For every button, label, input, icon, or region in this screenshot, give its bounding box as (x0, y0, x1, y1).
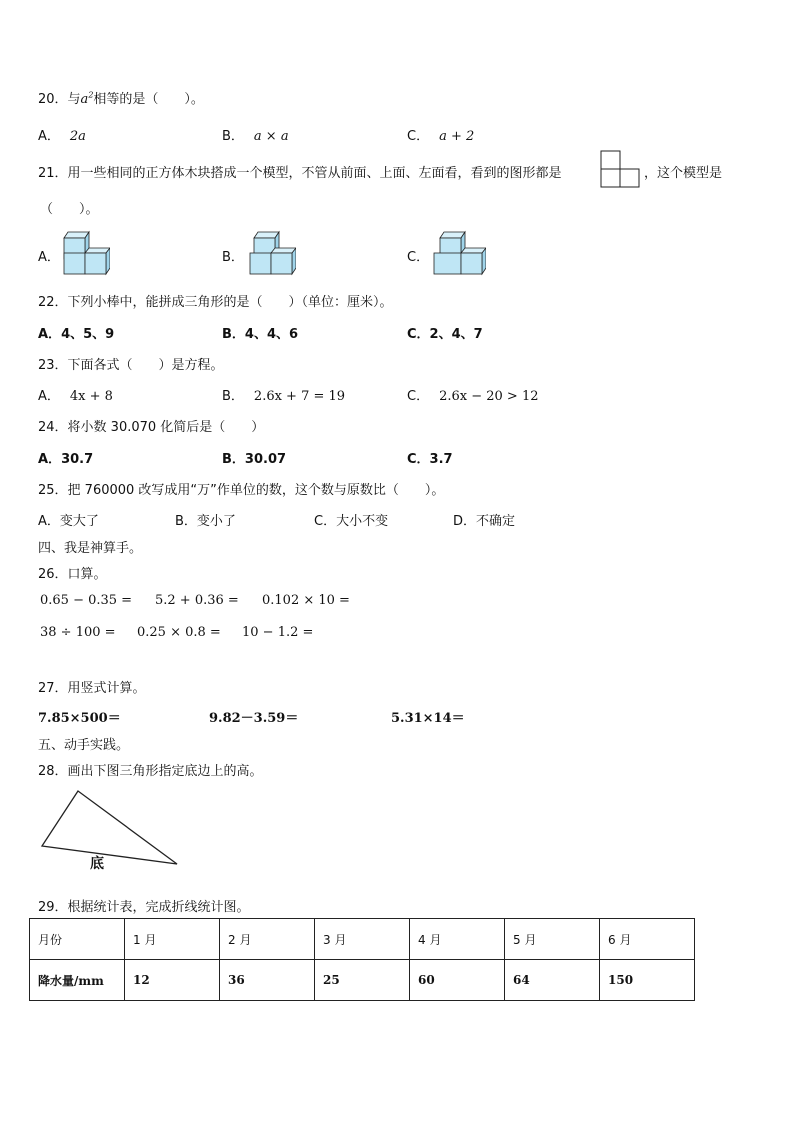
option-label: B． (222, 452, 245, 467)
option-value: 2.6x + 7 = 19 (253, 389, 346, 404)
q28-stem: 28．画出下图三角形指定底边上的高。 (38, 764, 263, 779)
q21-option-b-label[interactable]: B． (222, 250, 244, 265)
q25-option-c[interactable] (314, 510, 388, 529)
q24-option-a[interactable] (38, 448, 93, 467)
option-value: 3.7 (429, 452, 453, 467)
q20-math-exp: 2 (88, 90, 94, 100)
q23-option-b[interactable] (222, 385, 345, 404)
q27-item: 5.31×14＝ (391, 711, 465, 726)
section-5-heading: 五、动手实践。 (38, 738, 130, 753)
q23-option-c[interactable] (407, 385, 538, 404)
table-cell: 月份 (30, 919, 125, 960)
cube-model-a-icon[interactable] (60, 228, 110, 276)
option-label: B． (222, 129, 244, 144)
option-label: C． (407, 129, 430, 144)
q20-math (81, 92, 94, 107)
q24-option-c[interactable] (407, 448, 453, 467)
q23-stem: 23．下面各式（ ）是方程。 (38, 358, 224, 373)
option-label: B． (175, 514, 197, 529)
section-4-heading: 四、我是神算手。 (38, 541, 143, 556)
option-value: 4、4、6 (244, 327, 299, 342)
table-cell: 25 (315, 960, 410, 1001)
option-value: 变大了 (59, 514, 99, 529)
option-label: D． (453, 514, 477, 529)
q22-option-a[interactable] (38, 323, 114, 342)
q23-option-a[interactable] (38, 385, 113, 404)
q22-option-b[interactable] (222, 323, 298, 342)
q20-option-c[interactable] (407, 125, 474, 144)
table-cell: 降水量/mm (30, 960, 125, 1001)
q20-option-b[interactable] (222, 125, 289, 144)
q21-stem-line1-post: ，这个模型是 (644, 166, 723, 181)
q26-item: 0.65 − 0.35 = (40, 593, 133, 608)
q20-option-a[interactable] (38, 125, 86, 144)
option-label: C． (407, 389, 430, 404)
option-label: C． (314, 514, 337, 529)
table-cell: 60 (410, 960, 505, 1001)
table-cell: 6 月 (600, 919, 695, 960)
q24-stem: 24．将小数 30.070 化简后是（ ） (38, 420, 265, 435)
q26-item: 0.25 × 0.8 = (137, 625, 221, 640)
q21-option-c-label[interactable]: C． (407, 250, 430, 265)
q26-item: 38 ÷ 100 = (40, 625, 116, 640)
q22-stem: 22．下列小棒中，能拼成三角形的是（ ）（单位：厘米）。 (38, 295, 393, 310)
option-label: A． (38, 452, 62, 467)
option-value: 大小不变 (336, 514, 389, 529)
rainfall-table (29, 918, 695, 1001)
option-value: 30.07 (244, 452, 287, 467)
option-label: A． (38, 389, 60, 404)
table-cell: 150 (600, 960, 695, 1001)
option-label: B． (222, 327, 245, 342)
option-value: 2、4、7 (429, 327, 483, 342)
table-cell: 12 (125, 960, 220, 1001)
q26-stem: 26．口算。 (38, 567, 107, 582)
option-label: B． (222, 389, 244, 404)
q26-item: 0.102 × 10 = (262, 593, 350, 608)
option-label: C． (407, 452, 430, 467)
option-label: A． (38, 327, 62, 342)
table-cell: 1 月 (125, 919, 220, 960)
option-value: 4、5、9 (61, 327, 115, 342)
cube-model-b-icon[interactable] (246, 228, 296, 276)
table-cell: 2 月 (220, 919, 315, 960)
option-value: 30.7 (61, 452, 94, 467)
q27-item: 9.82－3.59＝ (209, 711, 299, 726)
q25-stem: 25．把 760000 改写成用“万”作单位的数，这个数与原数比（ ）。 (38, 483, 445, 498)
triangle-figure (38, 786, 183, 870)
q25-option-a[interactable] (38, 510, 99, 529)
table-cell: 3 月 (315, 919, 410, 960)
q21-option-a-label[interactable]: A． (38, 250, 60, 265)
q27-stem: 27．用竖式计算。 (38, 681, 146, 696)
option-value: 2a (69, 129, 86, 144)
q20-math-base: a (80, 92, 89, 107)
q27-item: 7.85×500＝ (38, 711, 121, 726)
table-cell: 5 月 (505, 919, 600, 960)
q21-stem-line2: （ ）。 (40, 202, 99, 217)
q24-option-b[interactable] (222, 448, 286, 467)
q26-item: 10 − 1.2 = (242, 625, 314, 640)
option-label: C． (407, 327, 430, 342)
option-value: 变小了 (196, 514, 236, 529)
table-cell: 64 (505, 960, 600, 1001)
three-view-figure (600, 150, 640, 188)
option-label: A． (38, 129, 60, 144)
table-row (30, 960, 695, 1001)
table-cell: 36 (220, 960, 315, 1001)
q25-option-b[interactable] (175, 510, 236, 529)
q20-stem (38, 88, 204, 107)
q26-item: 5.2 + 0.36 = (155, 593, 239, 608)
q29-stem: 29．根据统计表，完成折线统计图。 (38, 900, 250, 915)
cube-model-c-icon[interactable] (432, 228, 486, 276)
table-header-row (30, 919, 695, 960)
q21-stem-line1: 21．用一些相同的正方体木块搭成一个模型，不管从前面、上面、左面看，看到的图形都是 (38, 166, 562, 181)
q20-stem-pre: 20．与 (38, 92, 81, 107)
option-value: a + 2 (439, 129, 475, 144)
triangle-base-label: 底 (90, 856, 104, 872)
option-value: 4x + 8 (69, 389, 113, 404)
option-label: A． (38, 514, 60, 529)
option-value: 2.6x − 20 > 12 (439, 389, 539, 404)
q20-stem-post: 相等的是（ ）。 (93, 92, 204, 107)
table-cell: 4 月 (410, 919, 505, 960)
q22-option-c[interactable] (407, 323, 483, 342)
option-value: 不确定 (476, 514, 516, 529)
q25-option-d[interactable] (453, 510, 515, 529)
option-value: a × a (253, 129, 289, 144)
